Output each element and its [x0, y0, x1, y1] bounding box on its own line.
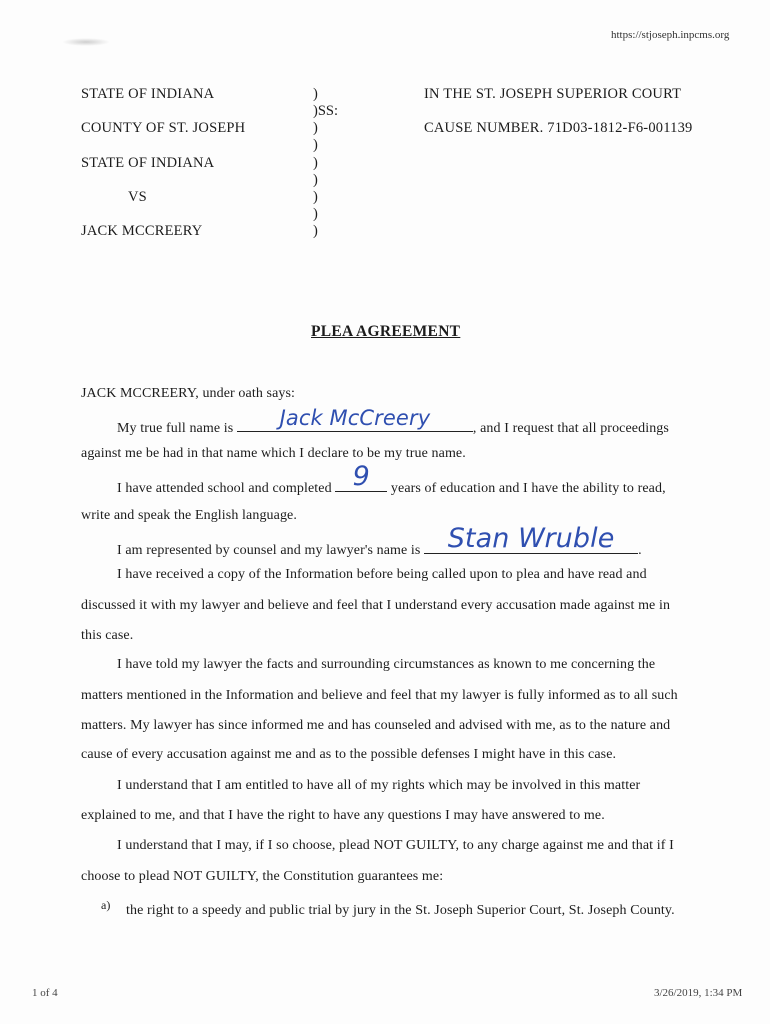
not-guilty-paragraph-line: choose to plead NOT GUILTY, the Constitution guarantees me:	[81, 869, 444, 884]
information-paragraph-line: discussed it with my lawyer and believe and feel that I understand every accusation made against me in	[81, 598, 671, 613]
lawyer-field	[424, 523, 638, 554]
education-prefix: I have attended school and completed	[117, 481, 332, 496]
facts-paragraph-line: I have told my lawyer the facts and surrounding circumstances as known to me concerning the	[117, 657, 656, 672]
lawyer-prefix: I am represented by counsel and my lawyer's name is	[117, 543, 421, 558]
information-paragraph-line: this case.	[81, 628, 134, 643]
document-title: PLEA AGREEMENT	[311, 323, 461, 340]
caption-defendant: JACK MCCREERY	[81, 223, 203, 239]
lawyer-line	[117, 523, 642, 559]
facts-paragraph-line: matters mentioned in the Information and believe and feel that my lawyer is fully informed as to all such	[81, 688, 678, 703]
page-number: 1 of 4	[32, 987, 58, 999]
name-continuation: against me be had in that name which I declare to be my true name.	[81, 446, 466, 461]
list-item-a-label: a)	[101, 898, 111, 912]
information-paragraph-line: I have received a copy of the Information before being called upon to plea and have read and	[117, 567, 647, 582]
caption-vs: VS	[128, 189, 147, 205]
not-guilty-paragraph-line: I understand that I may, if I so choose, plead NOT GUILTY, to any charge against me and that if I	[117, 838, 674, 853]
facts-paragraph-line: matters. My lawyer has since informed me and has counseled and advised with me, as to the nature and	[81, 718, 671, 733]
education-line	[117, 461, 666, 497]
court-name: IN THE ST. JOSEPH SUPERIOR COURT	[424, 86, 682, 102]
name-handwriting: Jack McCreery	[279, 406, 431, 430]
paren: )	[313, 206, 318, 222]
scan-smudge	[62, 38, 110, 46]
caption-plaintiff: STATE OF INDIANA	[81, 155, 215, 171]
lawyer-handwriting: Stan Wruble	[447, 523, 615, 554]
paren: )	[313, 86, 318, 102]
paren: )	[313, 137, 318, 153]
oath-line: JACK MCCREERY, under oath says:	[81, 386, 296, 401]
cause-number: CAUSE NUMBER. 71D03-1812-F6-001139	[424, 120, 693, 136]
caption-state: STATE OF INDIANA	[81, 86, 215, 102]
paren: )	[313, 155, 318, 171]
paren: )	[313, 120, 318, 136]
education-continuation: write and speak the English language.	[81, 508, 297, 523]
source-url: https://stjoseph.inpcms.org	[611, 29, 730, 41]
caption-county: COUNTY OF ST. JOSEPH	[81, 120, 246, 136]
name-field	[237, 406, 473, 432]
rights-paragraph-line: explained to me, and that I have the right to have any questions I may have answered to me.	[81, 808, 605, 823]
paren: )	[313, 172, 318, 188]
print-timestamp: 3/26/2019, 1:34 PM	[654, 987, 743, 999]
paren: )	[313, 189, 318, 205]
rights-paragraph-line: I understand that I am entitled to have all of my rights which may be involved in this matter	[117, 778, 641, 793]
list-item-a-text: the right to a speedy and public trial by jury in the St. Joseph Superior Court, St. Joseph County.	[126, 903, 675, 918]
education-handwriting: 9	[352, 461, 370, 492]
name-suffix: , and I request that all proceedings	[472, 421, 669, 436]
name-line	[117, 406, 669, 437]
facts-paragraph-line: cause of every accusation against me and as to the possible defenses I might have in this case.	[81, 747, 617, 762]
paren: )	[313, 223, 318, 239]
education-suffix: years of education and I have the ability to read,	[390, 481, 666, 496]
name-prefix: My true full name is	[117, 421, 234, 436]
ss-label: )SS:	[313, 103, 338, 119]
education-field	[335, 461, 387, 492]
lawyer-suffix: .	[638, 543, 642, 558]
